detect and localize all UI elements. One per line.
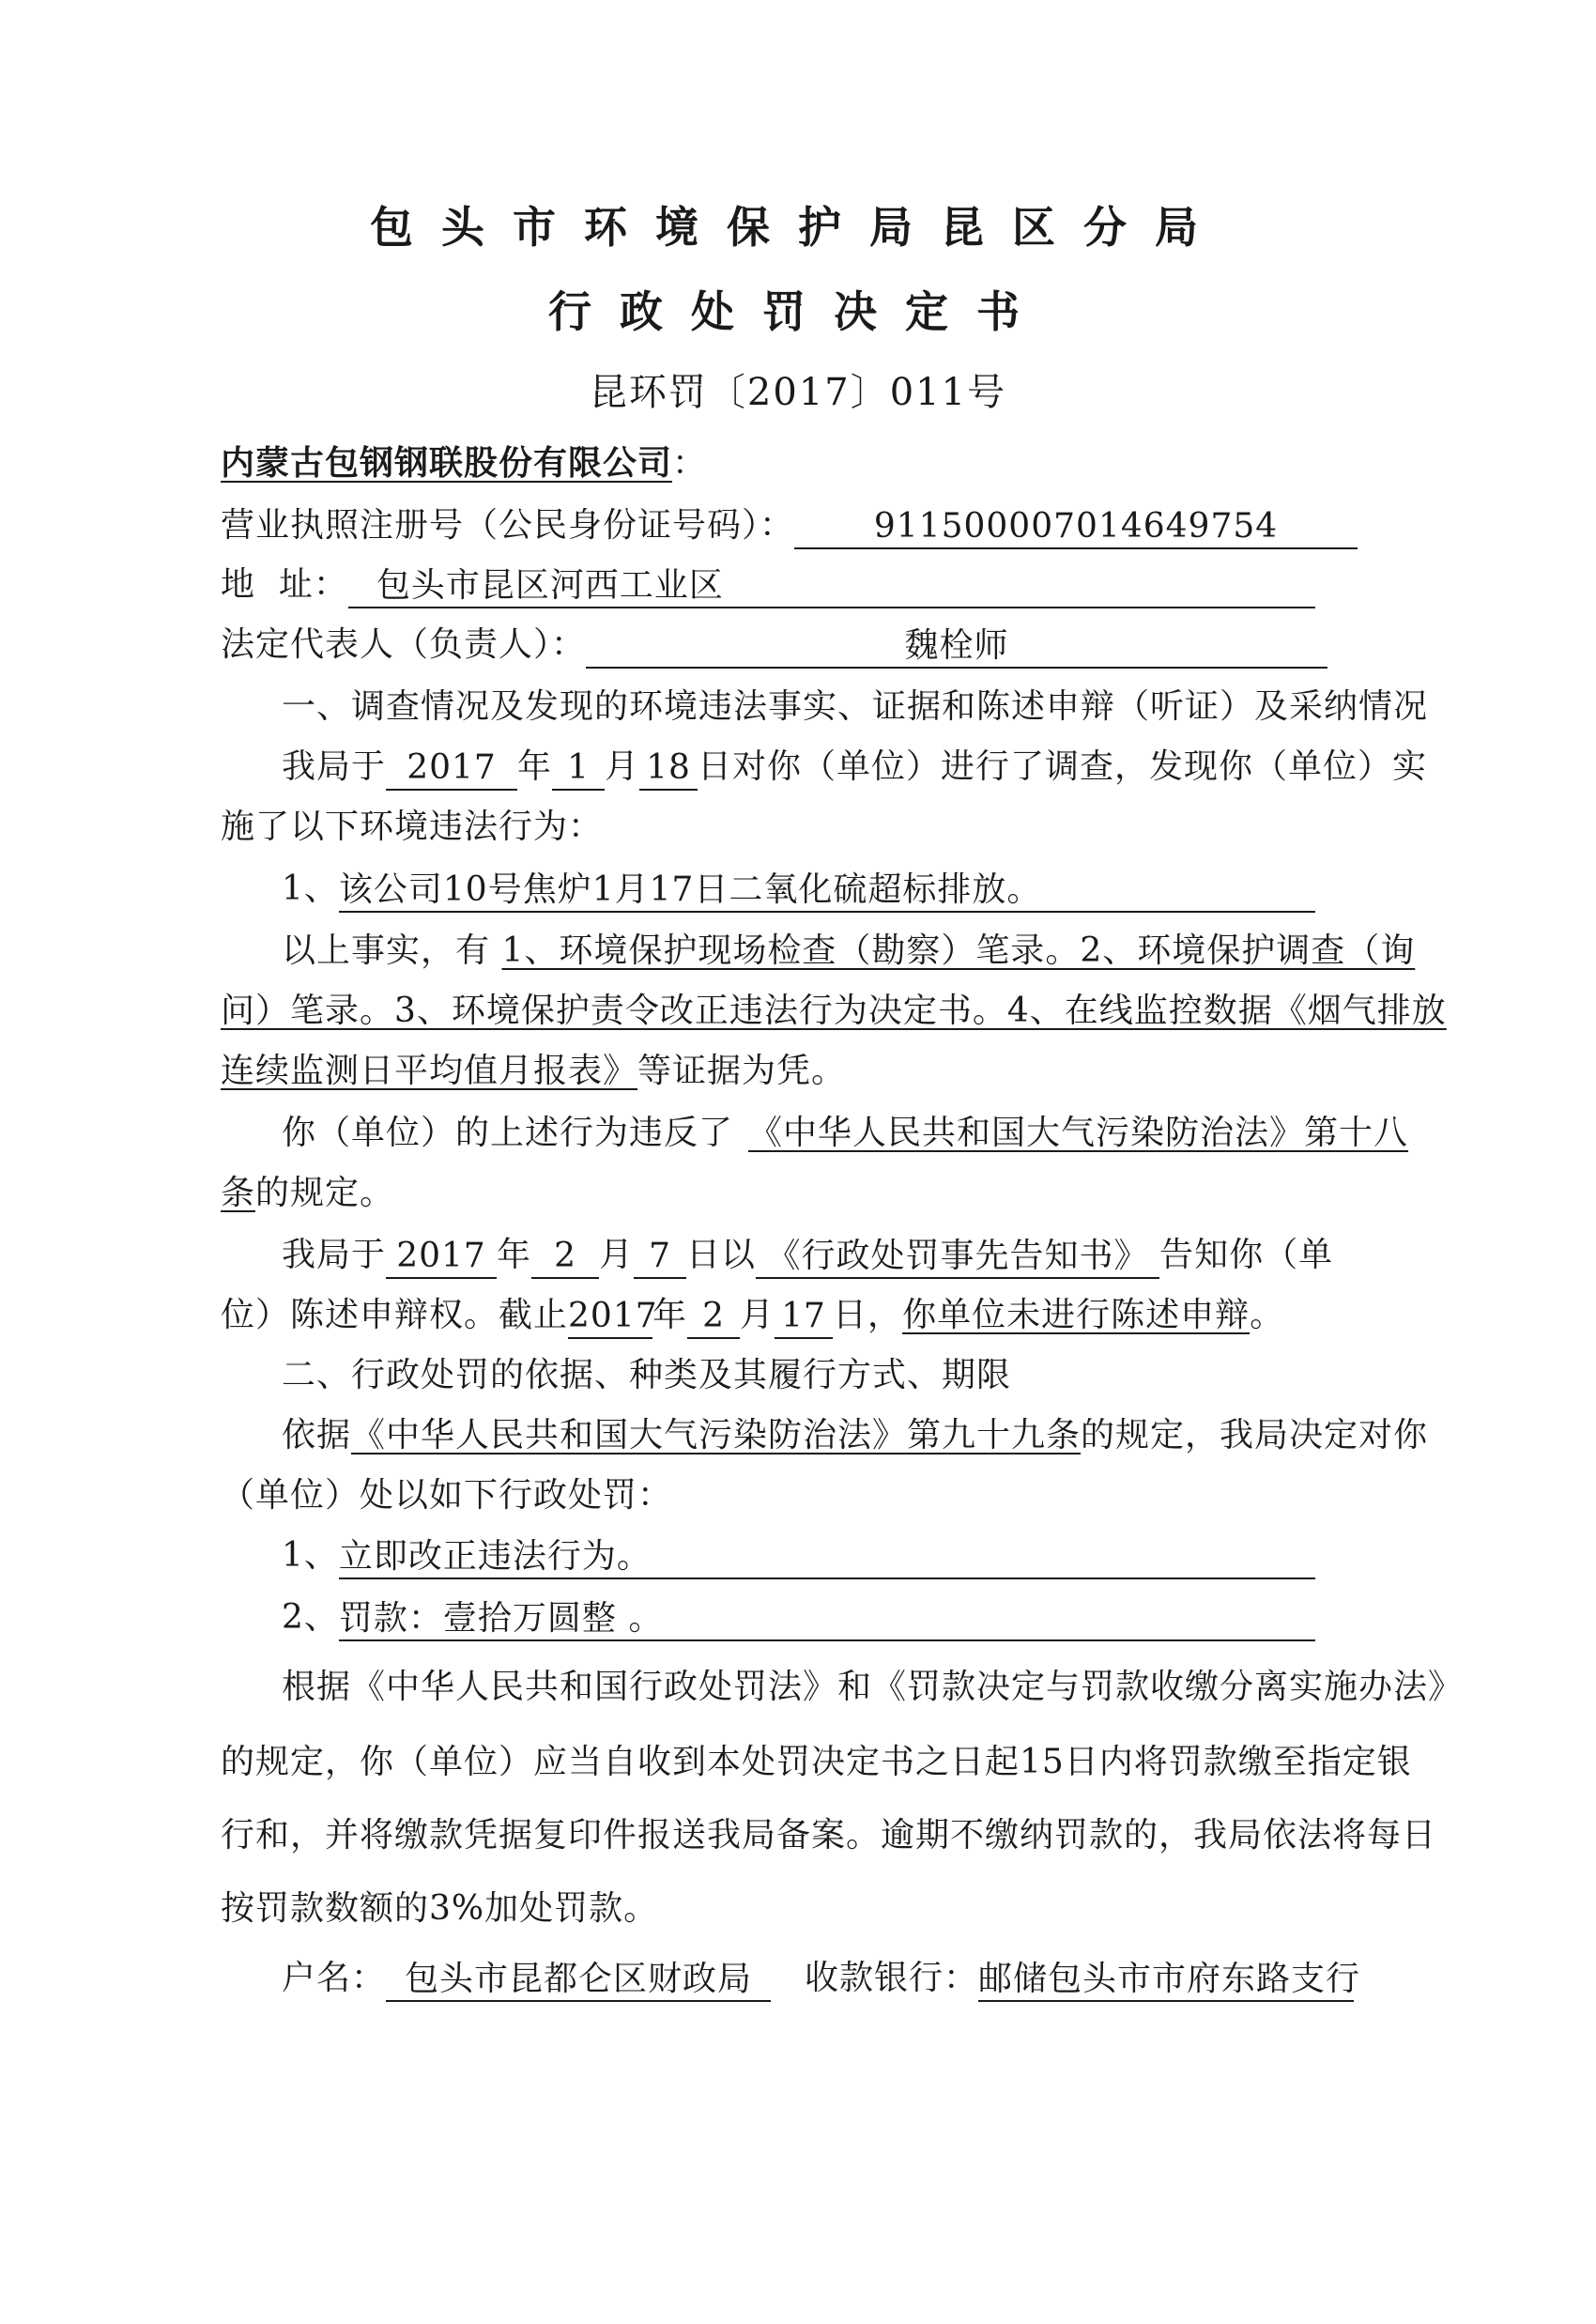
notice-prefix: 我局于	[282, 1236, 387, 1274]
penalty-2-number: 2、	[282, 1598, 339, 1637]
penalty-1-line	[282, 1532, 1315, 1579]
investigation-month: 1	[552, 747, 605, 791]
violation-text: 该公司10号焦炉1月17日二氧化硫超标排放。	[339, 870, 1315, 913]
address-value: 包头市昆区河西工业区	[348, 565, 1315, 608]
penalty-2-line	[282, 1594, 1315, 1641]
facts-line-1	[282, 928, 1415, 975]
violation-number: 1、	[282, 870, 339, 908]
investigation-yue: 月	[605, 747, 640, 786]
basis-prefix: 依据	[282, 1416, 352, 1454]
law-suffix: 的规定。	[255, 1174, 395, 1212]
deadline-day: 17	[775, 1296, 833, 1339]
basis-line-1	[282, 1412, 1428, 1459]
payment-line-4: 按罚款数额的3%加处罚款。	[221, 1889, 659, 1928]
law-line-1	[282, 1110, 1408, 1157]
address-label: 地 址：	[221, 565, 348, 604]
license-value: 911500007014649754	[794, 506, 1358, 549]
recipient-name: 内蒙古包钢钢联股份有限公司	[221, 443, 673, 483]
license-label: 营业执照注册号（公民身份证号码）：	[221, 506, 795, 545]
facts-suffix: 等证据为凭。	[637, 1052, 847, 1090]
deadline-result: 你单位未进行陈述申辩	[902, 1296, 1251, 1334]
deadline-nian: 年	[652, 1296, 688, 1334]
deadline-end: 。	[1250, 1296, 1285, 1334]
deadline-ri: 日，	[833, 1296, 903, 1334]
deadline-yue: 月	[740, 1296, 775, 1334]
facts-line-2: 问）笔录。3、环境保护责令改正违法行为决定书。4、在线监控数据《烟气排放	[221, 992, 1447, 1030]
law-line-2	[221, 1170, 394, 1217]
penalty-2-text: 罚款：壹拾万圆整 。	[339, 1598, 1315, 1641]
investigation-suffix: 日对你（单位）进行了调查，发现你（单位）实	[698, 747, 1428, 786]
law-name: 《中华人民共和国大气污染防治法》第十八	[748, 1114, 1409, 1152]
investigation-line-2: 施了以下环境违法行为：	[221, 808, 604, 846]
facts-evidence-1: 1、环境保护现场检查（勘察）笔录。2、环境保护调查（询	[501, 931, 1416, 970]
basis-line-2: （单位）处以如下行政处罚：	[221, 1476, 673, 1515]
penalty-1-text: 立即改正违法行为。	[339, 1536, 1315, 1579]
document-title: 包头市环境保护局昆区分局	[370, 202, 1226, 253]
facts-prefix: 以上事实，有	[282, 931, 491, 970]
payment-line-3: 行和，并将缴款凭据复印件报送我局备案。逾期不缴纳罚款的，我局依法将每日	[221, 1816, 1437, 1855]
deadline-month: 2	[687, 1296, 740, 1339]
notice-line-2	[221, 1292, 1284, 1339]
representative-label: 法定代表人（负责人）：	[221, 625, 587, 664]
document-subtitle: 行政处罚决定书	[548, 286, 1048, 337]
notice-mid: 日以	[686, 1236, 757, 1274]
law-article: 条	[221, 1174, 256, 1212]
notice-line2-prefix: 位）陈述申辩权。截止	[221, 1296, 569, 1334]
payment-line-2: 的规定，你（单位）应当自收到本处罚决定书之日起15日内将罚款缴至指定银	[221, 1743, 1412, 1781]
notice-month: 2	[531, 1236, 599, 1279]
representative-line	[221, 622, 1327, 669]
deadline-year: 2017	[568, 1296, 652, 1339]
investigation-day: 18	[639, 747, 698, 791]
penalty-1-number: 1、	[282, 1536, 339, 1575]
facts-evidence-3: 连续监测日平均值月报表》	[221, 1052, 638, 1090]
basis-suffix: 的规定，我局决定对你	[1081, 1416, 1429, 1454]
investigation-prefix: 我局于	[282, 747, 387, 786]
notice-nian: 年	[497, 1236, 532, 1274]
basis-law: 《中华人民共和国大气污染防治法》第九十九条	[351, 1416, 1082, 1454]
notice-suffix: 告知你（单	[1159, 1236, 1334, 1274]
notice-line-1	[282, 1232, 1333, 1279]
notice-year: 2017	[386, 1236, 497, 1279]
license-line	[221, 502, 1358, 549]
investigation-nian: 年	[517, 747, 553, 786]
violation-line	[282, 866, 1315, 913]
notice-day: 7	[634, 1236, 686, 1279]
address-line	[221, 562, 1315, 608]
account-line	[282, 1955, 1361, 2002]
investigation-year: 2017	[386, 747, 517, 791]
law-prefix: 你（单位）的上述行为违反了	[282, 1114, 734, 1152]
bank-value: 邮储包头市市府东路支行	[978, 1959, 1354, 2002]
investigation-line	[282, 744, 1427, 791]
account-label: 户名：	[282, 1959, 387, 1997]
representative-value: 魏栓师	[586, 625, 1327, 669]
account-value: 包头市昆都仑区财政局	[386, 1959, 771, 2002]
notice-document: 《行政处罚事先告知书》	[756, 1236, 1159, 1279]
section2-heading: 二、行政处罚的依据、种类及其履行方式、期限	[282, 1356, 1012, 1394]
bank-label: 收款银行：	[805, 1959, 979, 1997]
payment-line-1: 根据《中华人民共和国行政处罚法》和《罚款决定与罚款收缴分离实施办法》	[282, 1668, 1464, 1706]
document-number: 昆环罚〔2017〕011号	[589, 371, 1007, 414]
section1-heading: 一、调查情况及发现的环境违法事实、证据和陈述申辩（听证）及采纳情况	[282, 687, 1429, 726]
recipient-suffix: ：	[672, 444, 708, 483]
recipient-line	[221, 439, 707, 487]
facts-line-3	[221, 1048, 846, 1095]
notice-yue: 月	[599, 1236, 635, 1274]
